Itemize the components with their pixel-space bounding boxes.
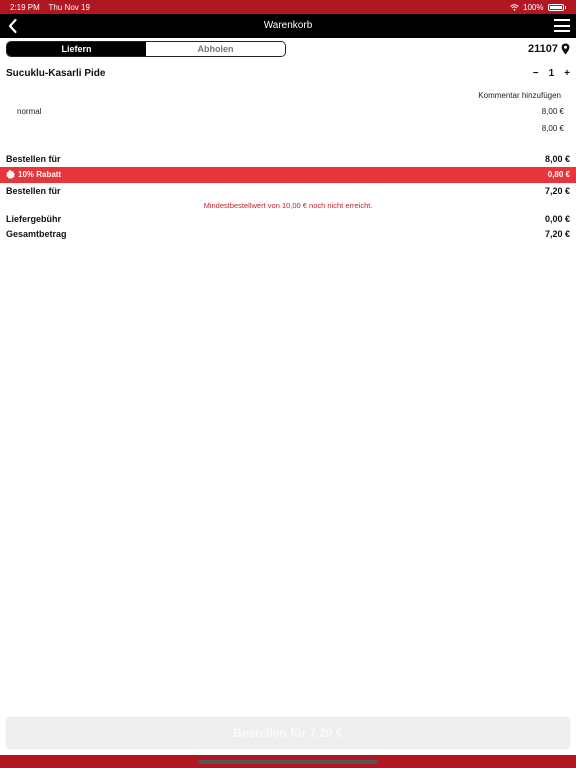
discount-label-group [6,170,61,179]
item-variant: normal [17,107,42,116]
tab-pickup[interactable]: Abholen [146,42,285,56]
discount-badge-icon [6,170,15,179]
home-indicator[interactable] [198,760,378,764]
hamburger-menu-icon[interactable] [554,19,570,32]
wifi-icon [510,4,519,11]
status-time-date [10,3,90,12]
subtotal-row [6,154,570,164]
location-pin-icon[interactable] [561,43,570,55]
status-time: 2:19 PM [10,3,40,12]
subtotal-value: 8,00 € [544,154,570,164]
delivery-fee-label: Liefergebühr [6,214,62,224]
delivery-mode-toggle [6,41,286,57]
quantity-stepper [533,68,570,79]
order-button[interactable]: Bestellen für 7,20 € [6,717,570,749]
discount-banner [0,167,576,183]
increase-quantity-button[interactable]: + [564,68,570,79]
page-title: Warenkorb [263,20,313,31]
status-bar [0,0,576,14]
min-order-warning: Mindestbestellwert von 10,00 € noch nicht erreicht. [203,201,373,210]
after-discount-label: Bestellen für [6,186,61,196]
add-comment-link[interactable]: Kommentar hinzufügen [478,91,561,100]
status-right [510,3,566,12]
status-date: Thu Nov 19 [48,3,90,12]
total-value: 7,20 € [544,229,570,239]
discount-label: 10% Rabatt [18,170,62,179]
decrease-quantity-button[interactable]: − [532,68,539,79]
delivery-fee-value: 0,00 € [544,214,570,224]
after-discount-row [6,186,570,196]
battery-percent: 100% [523,3,544,12]
discount-value: 0,80 € [547,170,570,179]
zip-code[interactable]: 21107 [528,43,558,55]
battery-tip [565,6,567,9]
item-total: 8,00 € [541,124,564,133]
delivery-fee-row [6,214,570,224]
nav-bar [0,14,576,38]
item-quantity: 1 [548,68,555,79]
total-label: Gesamtbetrag [6,229,67,239]
tab-deliver[interactable]: Liefern [7,42,146,56]
after-discount-value: 7,20 € [544,186,570,196]
subtotal-label: Bestellen für [6,154,61,164]
battery-icon [548,4,564,11]
variant-price: 8,00 € [541,107,564,116]
total-row [6,229,570,239]
item-name: Sucuklu-Kasarli Pide [6,68,106,79]
